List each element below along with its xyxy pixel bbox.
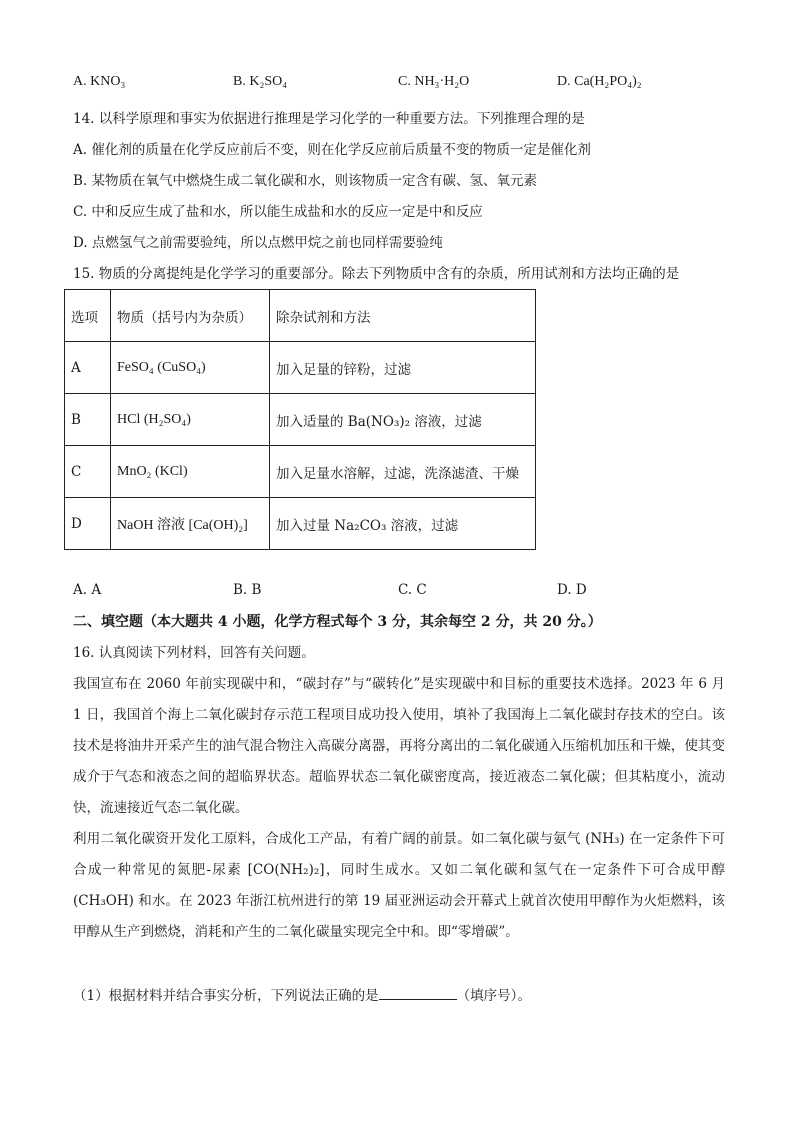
subquestion-text: （1）根据材料并结合事实分析，下列说法正确的是	[73, 988, 379, 1004]
q15-table	[64, 289, 536, 550]
subquestion-text: （填序号）。	[456, 988, 531, 1004]
table-cell: HCl (H₂SO₄)	[111, 394, 270, 446]
table-cell: 加入足量的锌粉，过滤	[270, 342, 536, 394]
table-cell: FeSO₄ (CuSO₄)	[111, 342, 270, 394]
section-heading: 二、填空题（本大题共 4 小题，化学方程式每个 3 分，其余每空 2 分，共 20 分。）	[73, 614, 602, 630]
table-cell: A	[65, 342, 111, 394]
answer-blank[interactable]	[379, 985, 457, 1000]
table-cell: 加入过量 Na₂CO₃ 溶液，过滤	[270, 498, 536, 550]
q15-option-a: A. A	[73, 582, 102, 598]
table-cell: D	[65, 498, 111, 550]
table-header-cell: 物质（括号内为杂质）	[111, 290, 270, 342]
q13-option-c: C. NH₃·H₂O	[398, 74, 470, 89]
q15-stem: 15. 物质的分离提纯是化学学习的重要部分。除去下列物质中含有的杂质，所用试剂和方法均正确的是	[73, 266, 680, 282]
table-row	[65, 446, 536, 498]
q13-option-b: B. K₂SO₄	[233, 74, 288, 89]
q16-paragraph-1: 我国宣布在 2060 年前实现碳中和，“碳封存”与“碳转化”是实现碳中和目标的重要技术选择。2023 年 6 月 1 日，我国首个海上二氧化碳封存示范工程项目成功投入使用，填补了我国海上二氧化碳封存技术的空白。该技术是将油井开采产生的油气混合物注入高碳分离器，再将分离出的二氧化碳通入压缩机加压和干燥，使其变成介于气态和液态之间的超临界状态。超临界状态二氧化碳密度高，接近液态二氧化碳；但其粘度小，流动快，流速接近气态二氧化碳。	[73, 676, 725, 816]
table-cell: NaOH 溶液 [Ca(OH)₂]	[111, 498, 270, 550]
table-cell: 加入足量水溶解，过滤，洗涤滤渣、干燥	[270, 446, 536, 498]
table-header-cell: 选项	[65, 290, 111, 342]
q16-subquestion-1	[73, 985, 531, 1006]
q13-option-a: A. KNO₃	[73, 74, 126, 89]
table-row	[65, 342, 536, 394]
q16-paragraph-2: 利用二氧化碳资开发化工原料，合成化工产品，有着广阔的前景。如二氧化碳与氨气 (NH₃) 在一定条件下可合成一种常见的氮肥-尿素 [CO(NH₂)₂]，同时生成水。又如二氧化碳和氢气在一定条件下可合成甲醇 (CH₃OH) 和水。在 2023 年浙江杭州进行的第 19 届亚洲运动会开幕式上就首次使用甲醇作为火炬燃料，该甲醇从生产到燃烧，消耗和产生的二氧化碳量实现完全中和。即“零增碳”。	[73, 831, 725, 940]
q14-stem: 14. 以科学原理和事实为依据进行推理是学习化学的一种重要方法。下列推理合理的是	[73, 111, 585, 127]
q13-option-d: D. Ca(H₂PO₄)₂	[557, 74, 642, 89]
table-row	[65, 394, 536, 446]
table-cell: MnO₂ (KCl)	[111, 446, 270, 498]
q15-option-d: D. D	[557, 582, 587, 598]
q14-option-a: A. 催化剂的质量在化学反应前后不变，则在化学反应前后质量不变的物质一定是催化剂	[73, 142, 591, 158]
q14-option-b: B. 某物质在氧气中燃烧生成二氧化碳和水，则该物质一定含有碳、氢、氧元素	[73, 173, 538, 189]
q15-option-b: B. B	[233, 582, 262, 598]
table-cell: C	[65, 446, 111, 498]
table-header-row	[65, 290, 536, 342]
q15-option-c: C. C	[398, 582, 427, 598]
q14-option-c: C. 中和反应生成了盐和水，所以能生成盐和水的反应一定是中和反应	[73, 204, 483, 220]
q14-option-d: D. 点燃氢气之前需要验纯，所以点燃甲烷之前也同样需要验纯	[73, 235, 443, 251]
table-cell: 加入适量的 Ba(NO₃)₂ 溶液，过滤	[270, 394, 536, 446]
q16-stem: 16. 认真阅读下列材料，回答有关问题。	[73, 645, 315, 661]
table-cell: B	[65, 394, 111, 446]
table-row	[65, 498, 536, 550]
table-header-cell: 除杂试剂和方法	[270, 290, 536, 342]
